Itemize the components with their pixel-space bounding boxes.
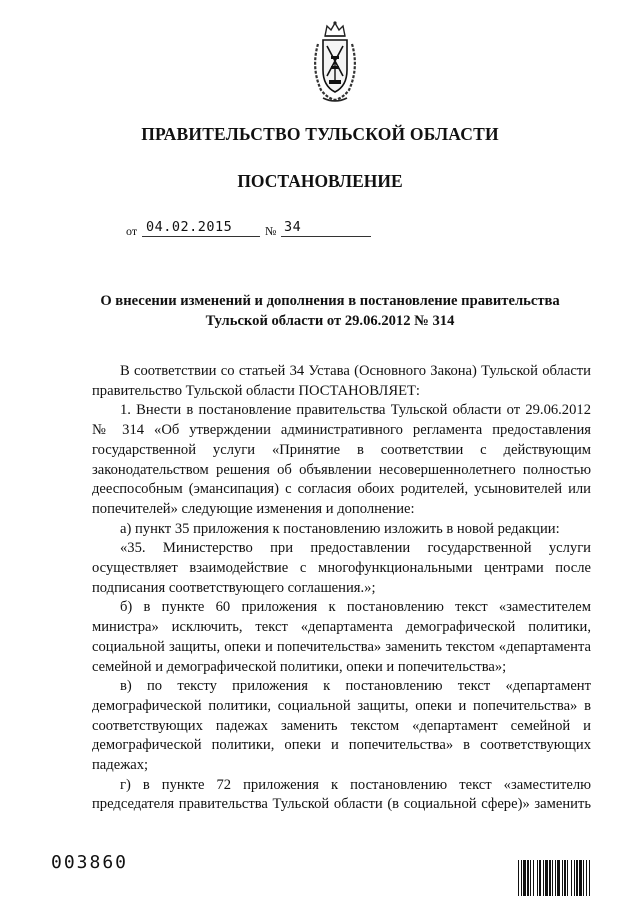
body-paragraph: б) в пункте 60 приложения к постановлению текст «заместителем министра» исключить, текст «департамента демографической политики, социальной защиты, опеки и попечительства» заменить текстом «департамента семейной и демографической политики, опеки и попечительства»; (92, 599, 591, 675)
document-type-title: ПОСТАНОВЛЕНИЕ (237, 171, 403, 191)
body-paragraph: в) по тексту приложения к постановлению текст «департамент демографической политики, социальной защиты, опеки и попечительства» в соответствующих падежах заменить текстом «департамент семейной и демографической политики, опеки и попечительства» в соответствующих падежах; (92, 678, 591, 774)
serial-number: 003860 (51, 852, 129, 873)
date-value: 04.02.2015 (146, 219, 233, 235)
decree-title (60, 291, 600, 331)
decree-body (92, 362, 591, 815)
organization-title: ПРАВИТЕЛЬСТВО ТУЛЬСКОЙ ОБЛАСТИ (141, 124, 499, 144)
body-paragraph: 1. Внести в постановление правительства Тульской области от 29.06.2012 № 314 «Об утверждении административного регламента предоставления государственной услуги «Принятие в соответствии с действующим законодательством решения об объявлении несовершеннолетнего полностью дееспособным (эмансипация) с согласия обоих родителей, усыновителей или попечителей» следующие изменения и дополнение: (92, 402, 591, 517)
number-underline (281, 236, 371, 237)
decree-title-line-1: О внесении изменений и дополнения в постановление правительства (100, 293, 560, 309)
body-paragraph: В соответствии со статьей 34 Устава (Основного Закона) Тульской области правительство Тульской области ПОСТАНОВЛЯЕТ: (92, 363, 591, 399)
document-meta-row (0, 219, 640, 241)
barcode (518, 860, 624, 896)
body-paragraph: а) пункт 35 приложения к постановлению изложить в новой редакции: (120, 520, 560, 537)
number-value: 34 (284, 219, 302, 235)
date-label: от (126, 224, 138, 238)
body-paragraph: г) в пункте 72 приложения к постановлению текст «заместителю председателя правительства Тульской области (в социальной сфере)» заменить (92, 776, 591, 813)
body-paragraph: «35. Министерство при предоставлении государственной услуги осуществляет взаимодействие с многофункциональными центрами после подписания соответствующего соглашения.»; (92, 540, 591, 596)
date-underline (142, 236, 260, 237)
coat-of-arms-emblem (309, 20, 361, 104)
number-label: № (265, 224, 277, 238)
decree-title-line-2: Тульской области от 29.06.2012 № 314 (205, 313, 455, 329)
